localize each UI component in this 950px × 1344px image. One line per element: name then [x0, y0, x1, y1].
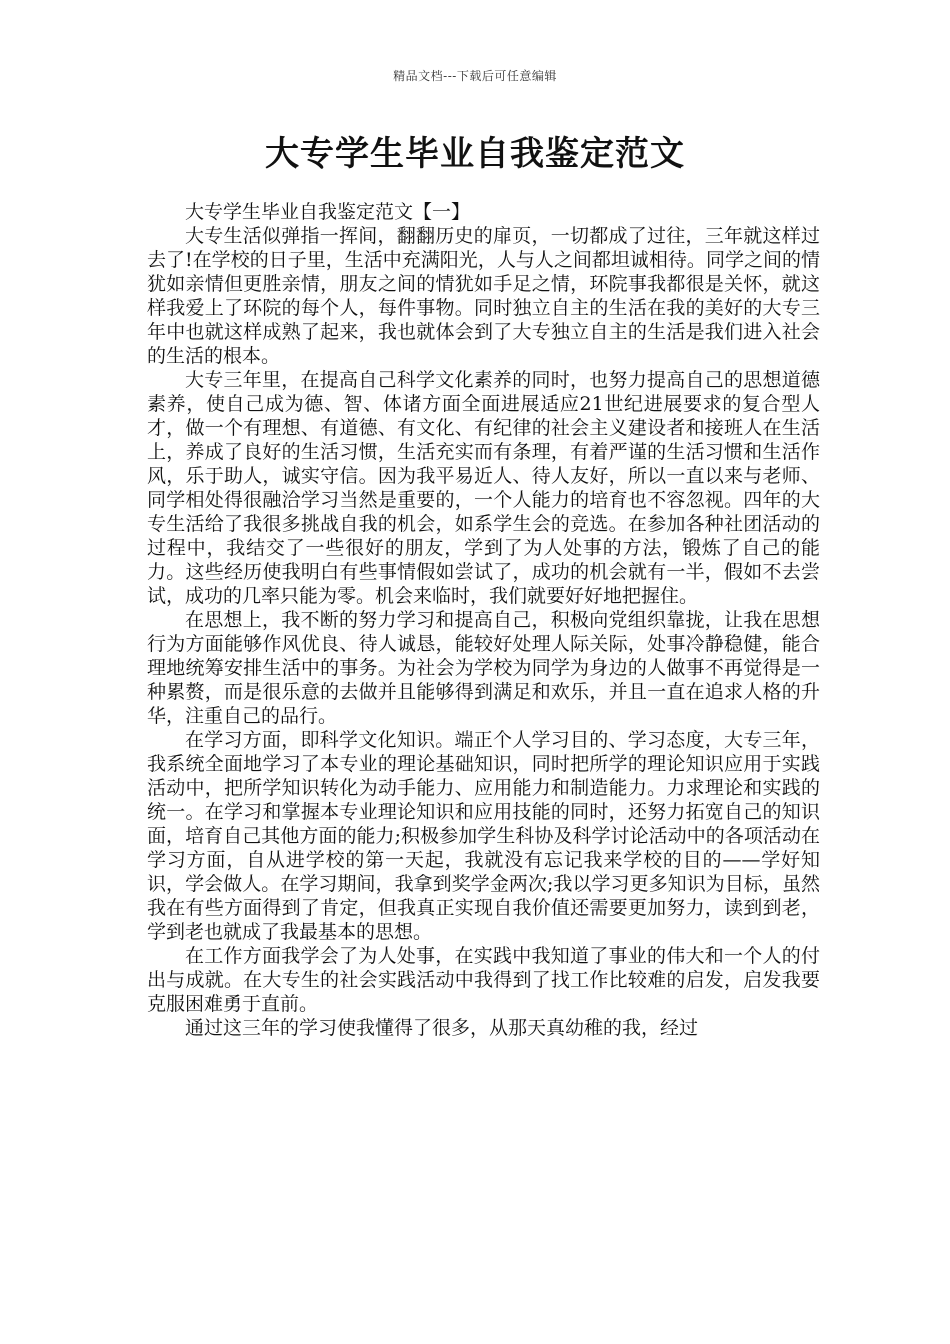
paragraph: 通过这三年的学习使我懂得了很多，从那天真幼稚的我，经过	[185, 1017, 699, 1039]
paragraph: 在工作方面我学会了为人处事，在实践中我知道了事业的伟大和一个人的付出与成就。在大专生的社会实践活动中我得到了找工作比较难的启发，启发我要克服困难勇于直前。	[147, 945, 820, 1015]
document-body	[147, 200, 820, 1040]
paragraph: 大专生活似弹指一挥间，翻翻历史的扉页，一切都成了过往，三年就这样过去了!在学校的日子里，生活中充满阳光，人与人之间都坦诚相待。同学之间的情犹如亲情但更胜亲情，朋友之间的情犹如手足之情，环院事我都很是关怀，就这样我爱上了环院的每个人，每件事物。同时独立自主的生活在我的美好的大专三年中也就这样成熟了起来，我也就体会到了大专独立自主的生活是我们进入社会的生活的根本。	[147, 225, 820, 367]
paragraph: 在思想上，我不断的努力学习和提高自己，积极向党组织靠拢，让我在思想行为方面能够作风优良、待人诚恳，能较好处理人际关际，处事冷静稳健，能合理地统筹安排生活中的事务。为社会为学校为同学为身边的人做事不再觉得是一种累赘，而是很乐意的去做并且能够得到满足和欢乐，并且一直在追求人格的升华，注重自己的品行。	[147, 609, 820, 727]
section-heading: 大专学生毕业自我鉴定范文【一】	[185, 201, 471, 223]
paragraph: 在学习方面，即科学文化知识。端正个人学习目的、学习态度，大专三年，我系统全面地学习了本专业的理论基础知识，同时把所学的理论知识应用于实践活动中，把所学知识转化为动手能力、应用能力和制造能力。力求理论和实践的统一。在学习和掌握本专业理论知识和应用技能的同时，还努力拓宽自己的知识面，培育自己其他方面的能力;积极参加学生科协及科学讨论活动中的各项活动在学习方面，自从进学校的第一天起，我就没有忘记我来学校的目的——学好知识，学会做人。在学习期间，我拿到奖学金两次;我以学习更多知识为目标，虽然我在有些方面得到了肯定，但我真正实现自我价值还需要更加努力，读到到老，学到老也就成了我最基本的思想。	[147, 729, 820, 943]
paragraph: 大专三年里，在提高自己科学文化素养的同时，也努力提高自己的思想道德素养，使自己成为德、智、体诸方面全面进展适应21世纪进展要求的复合型人才，做一个有理想、有道德、有文化、有纪律的社会主义建设者和接班人在生活上，养成了良好的生活习惯，生活充实而有条理，有着严谨的生活习惯和生活作风，乐于助人，诚实守信。因为我平易近人、待人友好，所以一直以来与老师、同学相处得很融洽学习当然是重要的，一个人能力的培育也不容忽视。四年的大专生活给了我很多挑战自我的机会，如系学生会的竞选。在参加各种社团活动的过程中，我结交了一些很好的朋友，学到了为人处事的方法，锻炼了自己的能力。这些经历使我明白有些事情假如尝试了，成功的机会就有一半，假如不去尝试，成功的几率只能为零。机会来临时，我们就要好好地把握住。	[147, 369, 820, 607]
document-title: 大专学生毕业自我鉴定范文	[265, 134, 685, 174]
header-note: 精品文档---下载后可任意编辑	[393, 69, 557, 83]
